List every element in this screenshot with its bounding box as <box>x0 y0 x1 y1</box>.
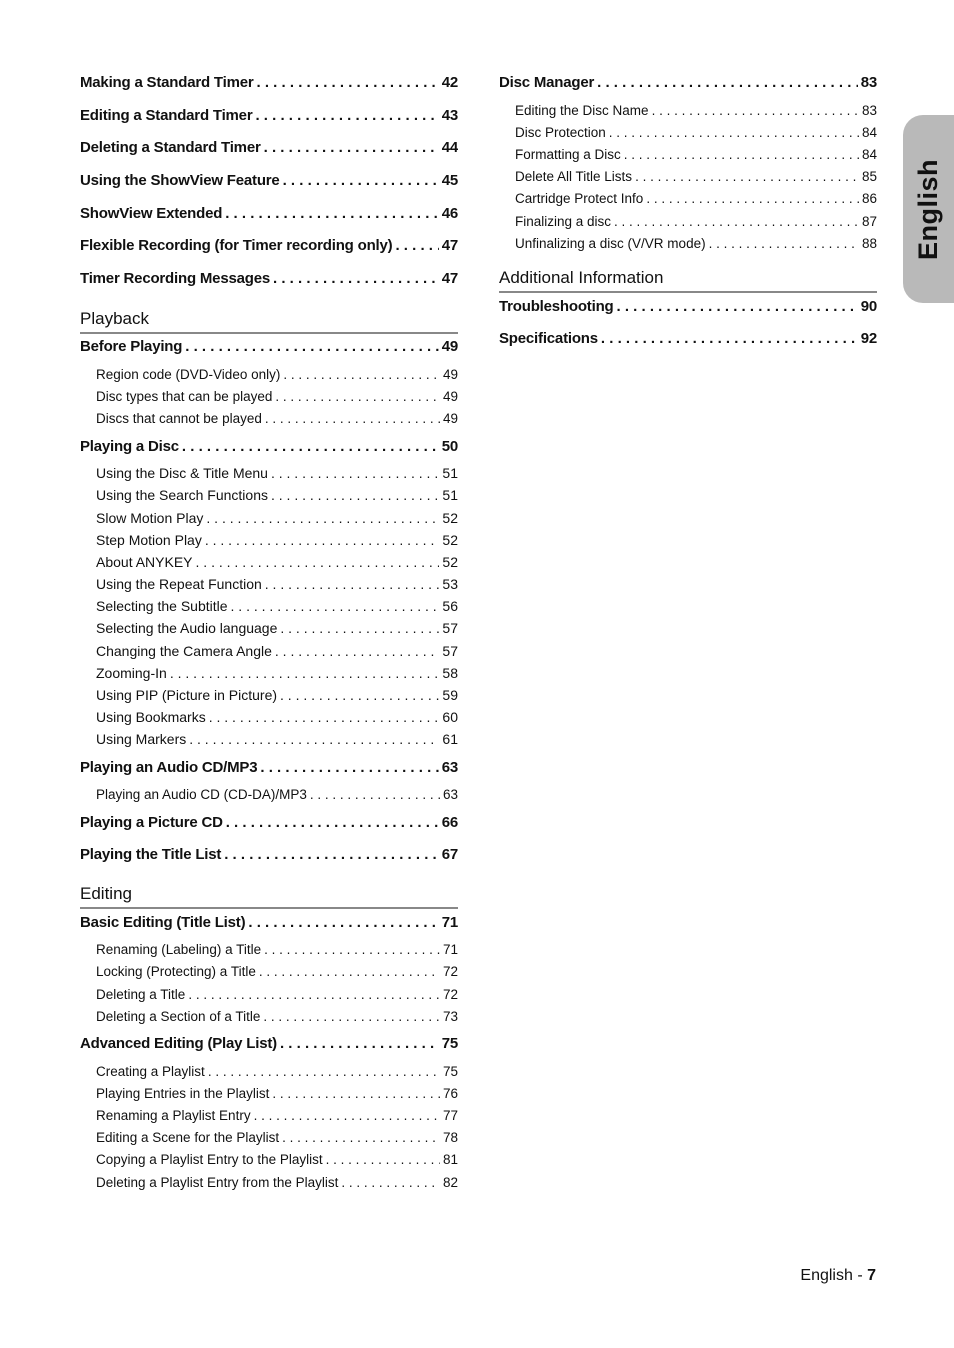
leader-dots <box>280 687 439 703</box>
toc-entry-page: 51 <box>442 465 458 481</box>
toc-entry-page: 77 <box>442 1108 458 1123</box>
leader-dots <box>255 107 438 124</box>
toc-subentry[interactable] <box>80 487 458 503</box>
leader-dots <box>271 487 439 503</box>
toc-subentry[interactable] <box>80 1130 458 1145</box>
toc-subentry[interactable] <box>499 214 877 229</box>
toc-entry-page: 50 <box>441 438 458 455</box>
leader-dots <box>196 554 440 570</box>
toc-subentry[interactable] <box>80 389 458 404</box>
toc-entry-label: Using Markers <box>96 731 187 747</box>
toc-entry-page: 61 <box>442 731 458 747</box>
toc-entry-page: 49 <box>441 338 458 355</box>
leader-dots <box>224 846 439 863</box>
leader-dots <box>635 169 859 184</box>
leader-dots <box>280 1035 439 1052</box>
page-number: 7 <box>867 1267 876 1284</box>
toc-entry-label: Using the Disc & Title Menu <box>96 465 268 481</box>
toc-entry-page: 66 <box>441 814 458 831</box>
toc-entry-label: About ANYKEY <box>96 554 193 570</box>
toc-subentry[interactable] <box>80 598 458 614</box>
toc-entry-page: 44 <box>441 139 458 156</box>
toc-entry-label: Playing the Title List <box>80 846 222 863</box>
toc-subentry[interactable] <box>80 709 458 725</box>
toc-entry-page: 49 <box>442 389 458 404</box>
toc-entry-page: 75 <box>442 1064 458 1079</box>
leader-dots <box>263 1009 440 1024</box>
toc-entry-page: 57 <box>442 620 458 636</box>
toc-entry-label: Changing the Camera Angle <box>96 643 272 659</box>
toc-entry-label: Deleting a Standard Timer <box>80 139 261 156</box>
toc-entry-page: 47 <box>441 237 458 254</box>
toc-entry-label: Deleting a Section of a Title <box>96 1009 261 1024</box>
toc-subentry[interactable] <box>80 411 458 426</box>
toc-entry[interactable] <box>80 438 458 455</box>
toc-subentry[interactable] <box>80 1152 458 1167</box>
toc-entry-label: Editing a Scene for the Playlist <box>96 1130 280 1145</box>
toc-entry-page: 56 <box>442 598 458 614</box>
toc-entry-page: 72 <box>442 987 458 1002</box>
toc-entry-page: 84 <box>861 125 877 140</box>
toc-entry-page: 76 <box>442 1086 458 1101</box>
toc-entry-page: 58 <box>442 665 458 681</box>
footer-separator: - <box>852 1267 868 1284</box>
leader-dots <box>326 1152 440 1167</box>
toc-entry-label: Playing a Picture CD <box>80 814 223 831</box>
toc-entry-label: Finalizing a disc <box>515 214 612 229</box>
leader-dots <box>189 731 439 747</box>
toc-entry-label: Using the Repeat Function <box>96 576 262 592</box>
toc-entry-label: Using the ShowView Feature <box>80 172 280 189</box>
toc-entry[interactable] <box>80 172 458 189</box>
toc-entry-label: Playing a Disc <box>80 438 179 455</box>
toc-entry-label: Unfinalizing a disc (V/VR mode) <box>515 236 706 251</box>
toc-entry[interactable] <box>80 237 458 254</box>
leader-dots <box>254 1108 440 1123</box>
leader-dots <box>248 914 438 931</box>
toc-entry-label: Selecting the Audio language <box>96 620 278 636</box>
toc-entry-page: 71 <box>442 942 458 957</box>
footer-language: English <box>800 1267 853 1284</box>
toc-entry[interactable] <box>499 298 877 315</box>
toc-subentry[interactable] <box>80 987 458 1002</box>
toc-entry-page: 57 <box>442 643 458 659</box>
toc-entry-page: 51 <box>442 487 458 503</box>
toc-entry-label: Using Bookmarks <box>96 709 206 725</box>
toc-subentry[interactable] <box>80 1009 458 1024</box>
toc-subentry[interactable] <box>80 665 458 681</box>
toc-entry-page: 88 <box>861 236 877 251</box>
leader-dots <box>624 147 859 162</box>
toc-subentry[interactable] <box>80 942 458 957</box>
toc-entry-page: 82 <box>442 1175 458 1190</box>
toc-entry[interactable] <box>499 330 877 347</box>
leader-dots <box>273 270 439 287</box>
toc-entry-page: 46 <box>441 205 458 222</box>
leader-dots <box>206 510 439 526</box>
toc-entry-page: 42 <box>441 74 458 91</box>
toc-entry[interactable] <box>80 139 458 156</box>
toc-subentry[interactable] <box>80 1064 458 1079</box>
toc-entry-label: Troubleshooting <box>499 298 614 315</box>
toc-entry-page: 52 <box>442 554 458 570</box>
toc-entry-page: 72 <box>442 964 458 979</box>
section-heading-editing: Editing <box>80 884 458 909</box>
leader-dots <box>257 74 439 91</box>
toc-entry[interactable] <box>80 846 458 863</box>
toc-entry-label: ShowView Extended <box>80 205 223 222</box>
language-side-tab-label-wrap <box>903 115 954 303</box>
leader-dots <box>188 987 440 1002</box>
toc-entry[interactable] <box>499 74 877 91</box>
toc-entry-page: 90 <box>860 298 877 315</box>
toc-entry-label: Renaming (Labeling) a Title <box>96 942 262 957</box>
toc-entry-label: Renaming a Playlist Entry <box>96 1108 251 1123</box>
toc-entry-label: Cartridge Protect Info <box>515 191 644 206</box>
leader-dots <box>617 298 858 315</box>
toc-entry-page: 59 <box>442 687 458 703</box>
toc-entry-page: 60 <box>442 709 458 725</box>
toc-subentry[interactable] <box>80 1108 458 1123</box>
toc-entry-page: 83 <box>860 74 877 91</box>
leader-dots <box>208 1064 440 1079</box>
leader-dots <box>646 191 859 206</box>
leader-dots <box>282 1130 440 1145</box>
leader-dots <box>182 438 439 455</box>
section-heading-playback: Playback <box>80 309 458 334</box>
leader-dots <box>231 598 440 614</box>
toc-subentry[interactable] <box>80 532 458 548</box>
leader-dots <box>272 1086 440 1101</box>
toc-entry-label: Flexible Recording (for Timer recording only) <box>80 237 393 254</box>
toc-subentry[interactable] <box>80 510 458 526</box>
toc-entry-page: 71 <box>441 914 458 931</box>
toc-subentry[interactable] <box>80 576 458 592</box>
leader-dots <box>310 787 440 802</box>
toc-entry-page: 84 <box>861 147 877 162</box>
toc-entry[interactable] <box>80 814 458 831</box>
leader-dots <box>609 125 859 140</box>
toc-subentry[interactable] <box>499 147 877 162</box>
toc-entry-label: Region code (DVD-Video only) <box>96 367 281 382</box>
toc-entry[interactable] <box>80 338 458 355</box>
toc-entry-page: 87 <box>861 214 877 229</box>
toc-entry-page: 43 <box>441 107 458 124</box>
toc-subentry[interactable] <box>499 191 877 206</box>
toc-entry[interactable] <box>80 107 458 124</box>
toc-entry-page: 52 <box>442 532 458 548</box>
leader-dots <box>265 411 440 426</box>
toc-subentry[interactable] <box>80 643 458 659</box>
toc-entry-page: 92 <box>860 330 877 347</box>
toc-entry-page: 85 <box>861 169 877 184</box>
toc-entry-page: 45 <box>441 172 458 189</box>
toc-entry-label: Step Motion Play <box>96 532 202 548</box>
toc-subentry[interactable] <box>80 620 458 636</box>
toc-entry-label: Deleting a Title <box>96 987 186 1002</box>
toc-entry-page: 49 <box>442 411 458 426</box>
leader-dots <box>283 172 439 189</box>
toc-subentry[interactable] <box>499 103 877 118</box>
toc-entry-page: 49 <box>442 367 458 382</box>
toc-entry-page: 63 <box>442 787 458 802</box>
toc-entry-page: 86 <box>861 191 877 206</box>
toc-entry-label: Formatting a Disc <box>515 147 621 162</box>
toc-entry-page: 83 <box>861 103 877 118</box>
leader-dots <box>225 205 439 222</box>
toc-subentry[interactable] <box>499 125 877 140</box>
toc-entry-page: 63 <box>441 759 458 776</box>
toc-subentry[interactable] <box>499 236 877 251</box>
leader-dots <box>709 236 859 251</box>
leader-dots <box>652 103 859 118</box>
leader-dots <box>170 665 440 681</box>
leader-dots <box>395 237 438 254</box>
toc-entry[interactable] <box>80 1035 458 1052</box>
toc-entry-label: Disc types that can be played <box>96 389 273 404</box>
toc-entry-page: 75 <box>441 1035 458 1052</box>
toc-entry-page: 73 <box>442 1009 458 1024</box>
page-footer <box>800 1267 876 1285</box>
toc-entry-label: Editing the Disc Name <box>515 103 649 118</box>
leader-dots <box>264 139 439 156</box>
leader-dots <box>259 964 440 979</box>
leader-dots <box>271 465 439 481</box>
toc-entry[interactable] <box>80 74 458 91</box>
leader-dots <box>275 389 440 404</box>
toc-subentry[interactable] <box>80 787 458 802</box>
leader-dots <box>614 214 859 229</box>
language-side-tab-label: English <box>913 158 944 260</box>
toc-subentry[interactable] <box>80 1175 458 1190</box>
toc-entry-page: 67 <box>441 846 458 863</box>
toc-entry-label: Deleting a Playlist Entry from the Playlist <box>96 1175 339 1190</box>
toc-entry-label: Playing an Audio CD/MP3 <box>80 759 258 776</box>
toc-entry-label: Locking (Protecting) a Title <box>96 964 256 979</box>
toc-entry[interactable] <box>80 205 458 222</box>
leader-dots <box>209 709 440 725</box>
leader-dots <box>601 330 858 347</box>
toc-subentry[interactable] <box>80 465 458 481</box>
toc-entry[interactable] <box>80 914 458 931</box>
toc-entry-page: 78 <box>442 1130 458 1145</box>
toc-entry-label: Timer Recording Messages <box>80 270 270 287</box>
toc-entry-page: 52 <box>442 510 458 526</box>
toc-subentry[interactable] <box>80 554 458 570</box>
toc-entry-page: 53 <box>442 576 458 592</box>
toc-entry-label: Before Playing <box>80 338 183 355</box>
toc-subentry[interactable] <box>80 964 458 979</box>
toc-entry-label: Using PIP (Picture in Picture) <box>96 687 278 703</box>
toc-entry-label: Selecting the Subtitle <box>96 598 228 614</box>
leader-dots <box>260 759 438 776</box>
toc-entry-label: Playing an Audio CD (CD-DA)/MP3 <box>96 787 307 802</box>
toc-entry-label: Creating a Playlist <box>96 1064 205 1079</box>
toc-entry-page: 47 <box>441 270 458 287</box>
leader-dots <box>205 532 440 548</box>
toc-subentry[interactable] <box>80 687 458 703</box>
toc-subentry[interactable] <box>80 1086 458 1101</box>
toc-entry-page: 81 <box>442 1152 458 1167</box>
toc-entry-label: Basic Editing (Title List) <box>80 914 246 931</box>
toc-entry-label: Making a Standard Timer <box>80 74 254 91</box>
leader-dots <box>341 1175 440 1190</box>
toc-entry-label: Editing a Standard Timer <box>80 107 253 124</box>
toc-subentry[interactable] <box>80 731 458 747</box>
leader-dots <box>280 620 439 636</box>
leader-dots <box>283 367 440 382</box>
toc-subentry[interactable] <box>80 367 458 382</box>
toc-entry-label: Zooming-In <box>96 665 167 681</box>
toc-entry-label: Slow Motion Play <box>96 510 204 526</box>
toc-entry-label: Delete All Title Lists <box>515 169 633 184</box>
toc-entry-label: Disc Manager <box>499 74 595 91</box>
leader-dots <box>185 338 438 355</box>
section-heading-additional-information: Additional Information <box>499 268 877 293</box>
leader-dots <box>265 576 440 592</box>
leader-dots <box>264 942 440 957</box>
toc-entry-label: Disc Protection <box>515 125 606 140</box>
toc-subentry[interactable] <box>499 169 877 184</box>
toc-entry-label: Advanced Editing (Play List) <box>80 1035 277 1052</box>
leader-dots <box>597 74 858 91</box>
leader-dots <box>226 814 439 831</box>
toc-entry[interactable] <box>80 270 458 287</box>
toc-entry-label: Specifications <box>499 330 598 347</box>
toc-entry-label: Playing Entries in the Playlist <box>96 1086 270 1101</box>
toc-entry-label: Using the Search Functions <box>96 487 268 503</box>
leader-dots <box>275 643 440 659</box>
toc-entry-label: Copying a Playlist Entry to the Playlist <box>96 1152 323 1167</box>
toc-entry[interactable] <box>80 759 458 776</box>
toc-entry-label: Discs that cannot be played <box>96 411 262 426</box>
